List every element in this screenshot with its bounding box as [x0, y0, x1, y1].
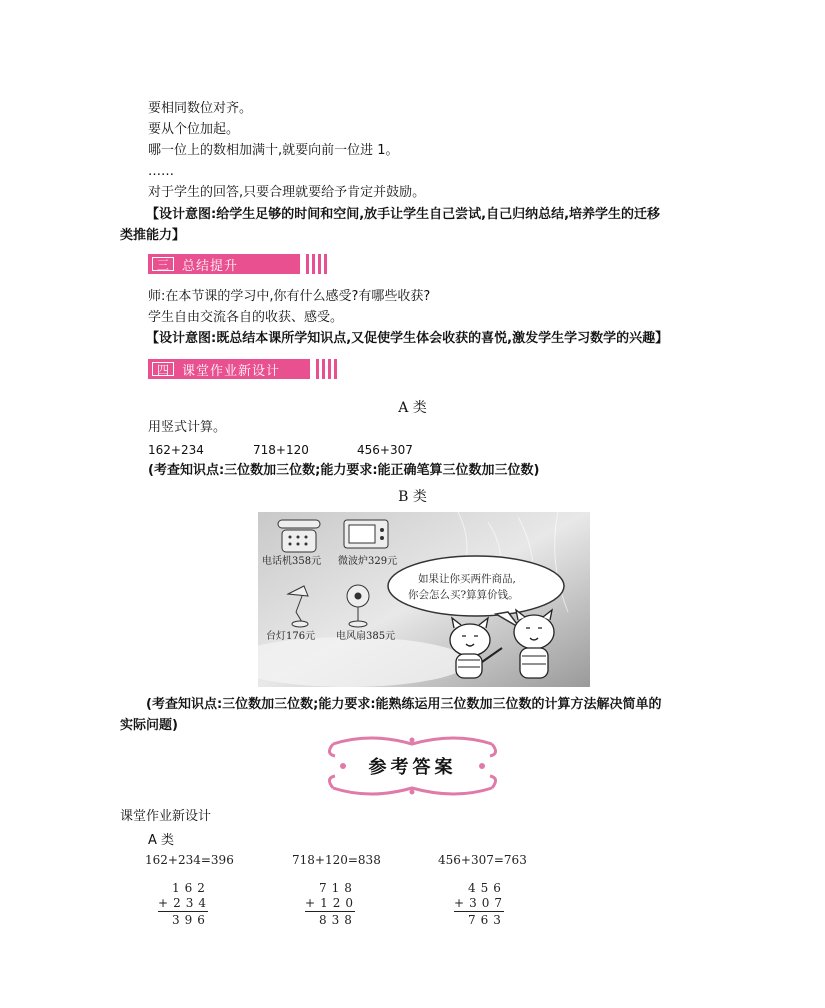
- design-note-1-line-a: 【设计意图:给学生足够的时间和空间,放手让学生自己尝试,自己归纳总结,培养学生的迁移: [146, 207, 661, 222]
- calc-rule: [454, 911, 504, 912]
- illustration-svg: [258, 512, 590, 687]
- section-stripes-decoration: [316, 359, 340, 379]
- section-number: 三: [152, 257, 174, 271]
- calc-addend: 234: [173, 895, 211, 910]
- item-label-microwave: 微波炉329元: [338, 556, 398, 567]
- calc-rule: [158, 911, 208, 912]
- bubble-line-1: 如果让你买两件商品,: [418, 573, 516, 585]
- bubble-line-2: 你会怎么买?算算价钱。: [408, 589, 519, 601]
- answers-heading: 课堂作业新设计: [120, 809, 212, 824]
- microwave-icon: [344, 520, 388, 548]
- section-header-summary: [148, 254, 330, 274]
- class-b-note-line-a: (考查知识点:三位数加三位数;能力要求:能熟练运用三位数加三位数的计算方法解决简单的: [146, 697, 662, 712]
- answers-a-label: A 类: [148, 833, 175, 848]
- summary-line-2: 学生自由交流各自的收获、感受。: [148, 310, 344, 325]
- section-header-bg: [148, 254, 300, 274]
- class-b-note-line-b: 实际问题): [120, 718, 178, 733]
- calc-add-row: +307: [454, 895, 507, 910]
- vertical-calc-2: [305, 881, 358, 928]
- intro-line-3: 哪一位上的数相加满十,就要向前一位进 1。: [148, 143, 399, 158]
- tiger-cub-right-icon: [514, 610, 554, 678]
- class-b-label: B 类: [398, 489, 427, 505]
- section-number: 四: [152, 362, 174, 376]
- design-note-2-text: 【设计意图:既总结本课所学知识点,又促使学生体会收获的喜悦,激发学生学习数学的兴趣】: [146, 331, 669, 346]
- calc-top: 162: [172, 881, 210, 895]
- calc-rule: [305, 911, 355, 912]
- design-note-1-line-b: 类推能力】: [120, 228, 186, 243]
- calc-sum: 763: [468, 913, 506, 927]
- calc-add-row: +120: [305, 895, 358, 910]
- class-a-label: A 类: [398, 400, 427, 416]
- class-a-problem-3: 456+307: [357, 443, 413, 457]
- item-label-fan: 电风扇385元: [336, 631, 396, 642]
- class-a-problem-1: 162+234: [148, 443, 204, 457]
- class-a-instruction: 用竖式计算。: [148, 420, 227, 435]
- class-a-problem-2: 718+120: [253, 443, 309, 457]
- intro-line-4: ……: [148, 164, 174, 179]
- vertical-calc-3: [454, 881, 507, 928]
- answer-equation-3: 456+307=763: [438, 853, 527, 867]
- shopping-illustration: [258, 512, 590, 687]
- intro-line-5: 对于学生的回答,只要合理就要给予肯定并鼓励。: [148, 185, 426, 200]
- vertical-calc-1: [158, 881, 211, 928]
- calc-top: 456: [468, 881, 506, 895]
- summary-line-1: 师:在本节课的学习中,你有什么感受?有哪些收获?: [148, 289, 431, 304]
- calc-addend: 307: [469, 895, 507, 910]
- item-label-phone: 电话机358元: [262, 556, 322, 567]
- telephone-icon: [278, 520, 320, 552]
- intro-line-1: 要相同数位对齐。: [148, 101, 253, 116]
- calc-sum: 396: [172, 913, 210, 927]
- answer-equation-2: 718+120=838: [292, 853, 381, 867]
- item-label-lamp: 台灯176元: [266, 631, 316, 642]
- answer-equation-1: 162+234=396: [145, 853, 234, 867]
- section-stripes-decoration: [306, 254, 330, 274]
- answers-banner: [325, 734, 500, 798]
- ornament-frame-icon: [325, 734, 500, 798]
- intro-line-2: 要从个位加起。: [148, 122, 240, 137]
- section-header-homework: [148, 359, 340, 379]
- calc-add-row: +234: [158, 895, 211, 910]
- calc-addend: 120: [320, 895, 358, 910]
- section-title: 课堂作业新设计: [182, 363, 281, 379]
- answers-banner-title: 参考答案: [368, 757, 457, 778]
- class-b-note: [120, 694, 705, 736]
- class-a-note: (考查知识点:三位数加三位数;能力要求:能正确笔算三位数加三位数): [148, 463, 540, 478]
- design-note-1: [120, 204, 705, 246]
- calc-top: 718: [319, 881, 357, 895]
- section-header-bg: [148, 359, 310, 379]
- section-title: 总结提升: [182, 258, 239, 274]
- design-note-2: [120, 328, 705, 349]
- calc-sum: 838: [319, 913, 357, 927]
